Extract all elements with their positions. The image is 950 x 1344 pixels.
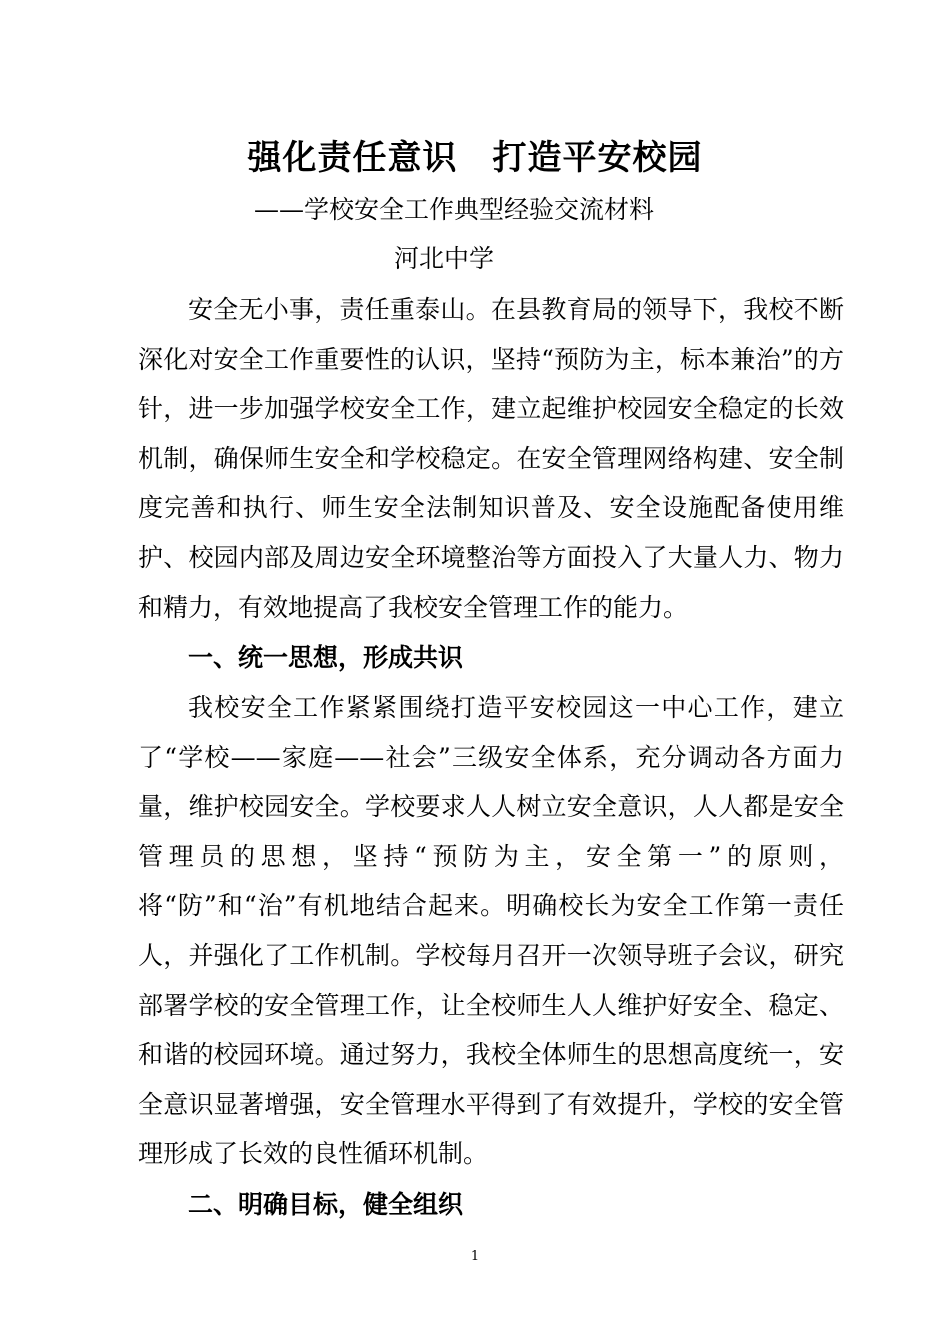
paragraph-section-1: 我校安全工作紧紧围绕打造平安校园这一中心工作，建立了“学校——家庭——社会”三级安全体系，充分调动各方面力量，维护校园安全。学校要求人人树立安全意识，人人都是安全管理员的思想，坚持“预防为主，安全第一”的原则，将“防”和“治”有机地结合起来。明确校长为安全工作第一责任人，并强化了工作机制。学校每月召开一次领导班子会议，研究部署学校的安全管理工作，让全校师生人人维护好安全、稳定、和谐的校园环境。通过努力，我校全体师生的思想高度统一，安全意识显著增强，安全管理水平得到了有效提升，学校的安全管理形成了长效的良性循环机制。: [138, 693, 844, 1169]
document-author: 河北中学: [394, 244, 495, 273]
document-title: 强化责任意识 打造平安校园: [247, 138, 703, 178]
paragraph-intro: 安全无小事，责任重泰山。在县教育局的领导下，我校不断深化对安全工作重要性的认识，坚持“预防为主，标本兼治”的方针，进一步加强学校安全工作，建立起维护校园安全稳定的长效机制，确保师生安全和学校稳定。在安全管理网络构建、安全制度完善和执行、师生安全法制知识普及、安全设施配备使用维护、校园内部及周边安全环境整治等方面投入了大量人力、物力和精力，有效地提高了我校安全管理工作的能力。: [138, 295, 844, 622]
page-number: 1: [470, 1249, 480, 1264]
section-heading-1: 一、统一思想，形成共识: [188, 643, 464, 672]
document-subtitle: ——学校安全工作典型经验交流材料: [254, 195, 655, 224]
section-heading-2: 二、明确目标，健全组织: [188, 1190, 464, 1219]
